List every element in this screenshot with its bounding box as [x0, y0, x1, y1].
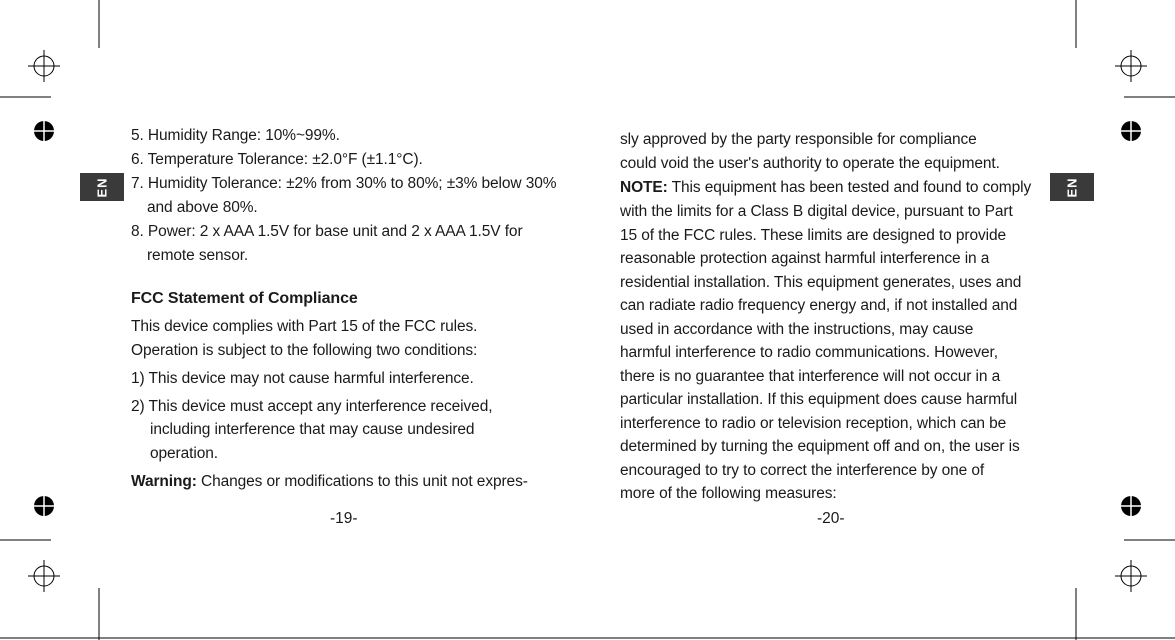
- body-line: sly approved by the party responsible for compliance: [620, 131, 977, 148]
- body-line: more of the following measures:: [620, 485, 837, 502]
- spec-line: 6. Temperature Tolerance: ±2.0°F (±1.1°C).: [131, 151, 423, 168]
- statement-line: This device complies with Part 15 of the FCC rules.: [131, 318, 478, 335]
- note-label: NOTE:: [620, 179, 668, 196]
- body-line: reasonable protection against harmful interference in a: [620, 250, 990, 267]
- warning-line: [131, 472, 528, 492]
- warning-label: Warning:: [131, 473, 197, 490]
- condition-line: including interference that may cause undesired: [150, 421, 475, 438]
- page-number: -19-: [330, 510, 358, 527]
- section-heading: FCC Statement of Compliance: [131, 290, 358, 307]
- right-page: [587, 0, 1175, 640]
- body-line: encouraged to try to correct the interference by one of: [620, 462, 985, 479]
- language-tab: [80, 173, 124, 201]
- spec-line: remote sensor.: [147, 247, 249, 264]
- body-line: 15 of the FCC rules. These limits are designed to provide: [620, 227, 1007, 244]
- body-line: with the limits for a Class B digital device, pursuant to Part: [620, 203, 1013, 220]
- body-line: there is no guarantee that interference will not occur in a: [620, 368, 1001, 385]
- body-line: can radiate radio frequency energy and, if not installed and: [620, 297, 1018, 314]
- body-line: interference to radio or television reception, which can be: [620, 415, 1007, 432]
- warning-text: Changes or modifications to this unit not expres-: [196, 473, 528, 490]
- body-line: residential installation. This equipment generates, uses and: [620, 274, 1022, 291]
- spec-line: 5. Humidity Range: 10%~99%.: [131, 127, 340, 144]
- body-line: used in accordance with the instructions, may cause: [620, 321, 974, 338]
- note-line: [620, 178, 1031, 198]
- spec-line: 7. Humidity Tolerance: ±2% from 30% to 80%; ±3% below 30%: [131, 175, 557, 192]
- language-tab: [1050, 173, 1094, 201]
- language-tab-label: EN: [94, 176, 110, 198]
- spec-line: 8. Power: 2 x AAA 1.5V for base unit and 2 x AAA 1.5V for: [131, 223, 523, 240]
- body-line: harmful interference to radio communications. However,: [620, 344, 998, 361]
- left-page: [0, 0, 587, 640]
- note-text: This equipment has been tested and found to comply: [667, 179, 1032, 196]
- language-tab-label: EN: [1064, 176, 1080, 198]
- body-line: particular installation. If this equipment does cause harmful: [620, 391, 1018, 408]
- statement-line: Operation is subject to the following two conditions:: [131, 342, 478, 359]
- page-number: -20-: [817, 510, 845, 527]
- condition-line: 1) This device may not cause harmful interference.: [131, 370, 474, 387]
- body-line: determined by turning the equipment off and on, the user is: [620, 438, 1020, 455]
- spec-line: and above 80%.: [147, 199, 258, 216]
- condition-line: 2) This device must accept any interference received,: [131, 398, 493, 415]
- condition-line: operation.: [150, 445, 218, 462]
- body-line: could void the user's authority to operate the equipment.: [620, 155, 1000, 172]
